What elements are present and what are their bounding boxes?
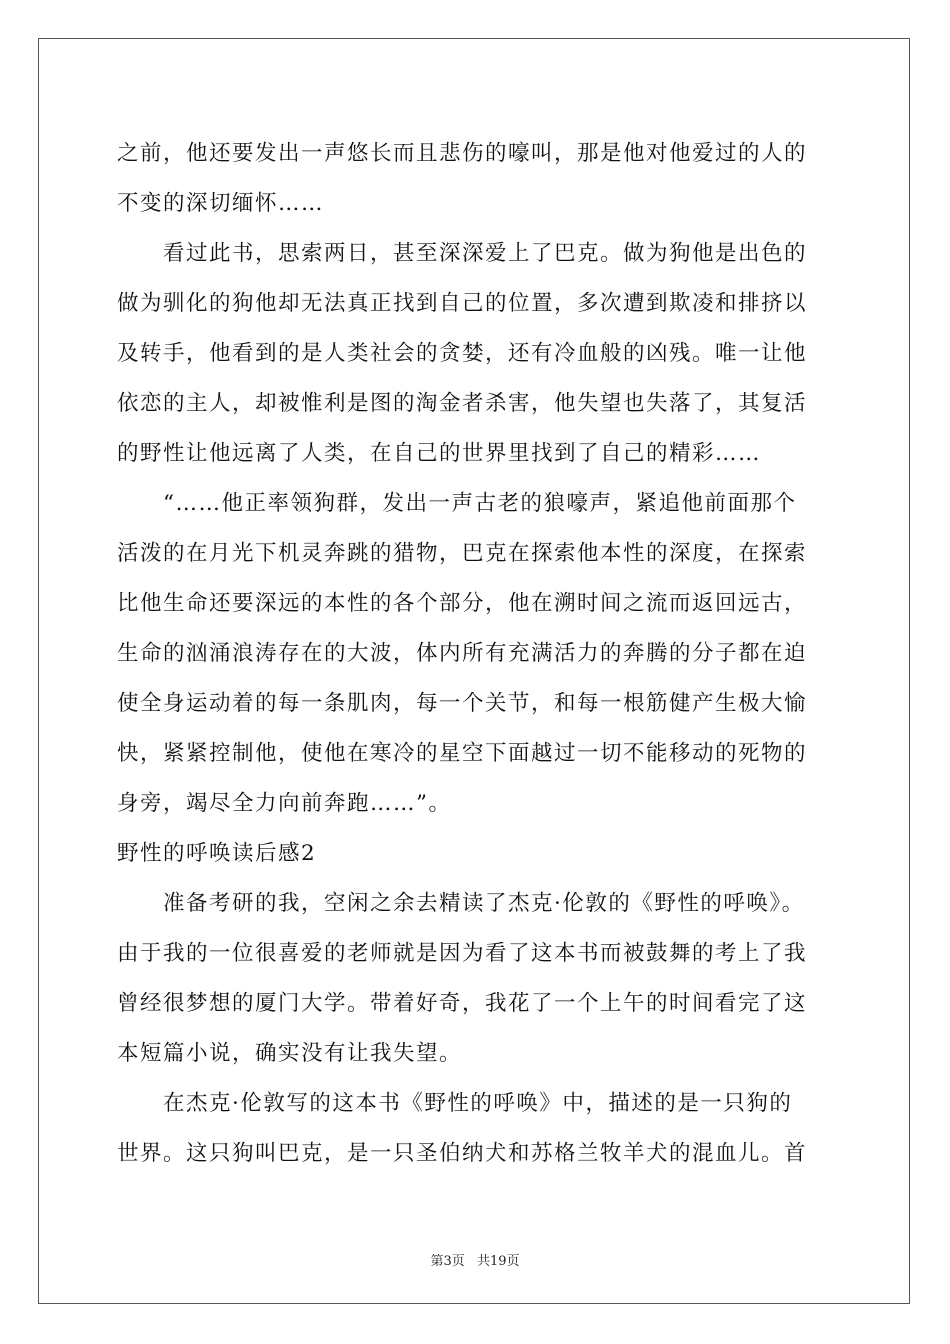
text-line: 活泼的在月光下机灵奔跳的猎物，巴克在探索他本性的深度，在探索 (117, 541, 808, 566)
text-line: 看过此书，思索两日，甚至深深爱上了巴克。做为狗他是出色的 (117, 241, 808, 266)
text-line: 比他生命还要深远的本性的各个部分，他在溯时间之流而返回远古， (117, 591, 808, 616)
text-line: 曾经很梦想的厦门大学。带着好奇，我花了一个上午的时间看完了这 (117, 991, 808, 1016)
text-line: 由于我的一位很喜爱的老师就是因为看了这本书而被鼓舞的考上了我 (117, 941, 808, 966)
text-line: 准备考研的我，空闲之余去精读了杰克·伦敦的《野性的呼唤》。 (117, 891, 805, 916)
text-line: 身旁，竭尽全力向前奔跑……”。 (117, 791, 452, 816)
text-line: 本短篇小说，确实没有让我失望。 (117, 1041, 463, 1066)
text-line: 在杰克·伦敦写的这本书《野性的呼唤》中，描述的是一只狗的 (117, 1091, 793, 1116)
text-line: “……他正率领狗群，发出一声古老的狼嚎声，紧追他前面那个 (117, 491, 797, 516)
page-footer (0, 1250, 950, 1269)
page-total: 共19页 (476, 1254, 520, 1269)
text-line: 快，紧紧控制他，使他在寒冷的星空下面越过一切不能移动的死物的 (117, 741, 808, 766)
text-line: 不变的深切缅怀…… (117, 191, 325, 216)
text-line: 之前，他还要发出一声悠长而且悲伤的嚎叫，那是他对他爱过的人的 (117, 141, 808, 166)
page-number: 第3页 (430, 1254, 465, 1269)
text-line: 的野性让他远离了人类，在自己的世界里找到了自己的精彩…… (117, 441, 762, 466)
text-line: 及转手，他看到的是人类社会的贪婪，还有冷血般的凶残。唯一让他 (117, 341, 808, 366)
text-line: 做为驯化的狗他却无法真正找到自己的位置，多次遭到欺凌和排挤以 (117, 291, 808, 316)
section-heading: 野性的呼唤读后感2 (117, 841, 317, 866)
text-line: 世界。这只狗叫巴克，是一只圣伯纳犬和苏格兰牧羊犬的混血儿。首 (117, 1141, 808, 1166)
text-line: 生命的汹涌浪涛存在的大波，体内所有充满活力的奔腾的分子都在迫 (117, 641, 808, 666)
text-line: 使全身运动着的每一条肌肉，每一个关节，和每一根筋健产生极大愉 (117, 691, 808, 716)
text-line: 依恋的主人，却被惟利是图的淘金者杀害，他失望也失落了，其复活 (117, 391, 808, 416)
